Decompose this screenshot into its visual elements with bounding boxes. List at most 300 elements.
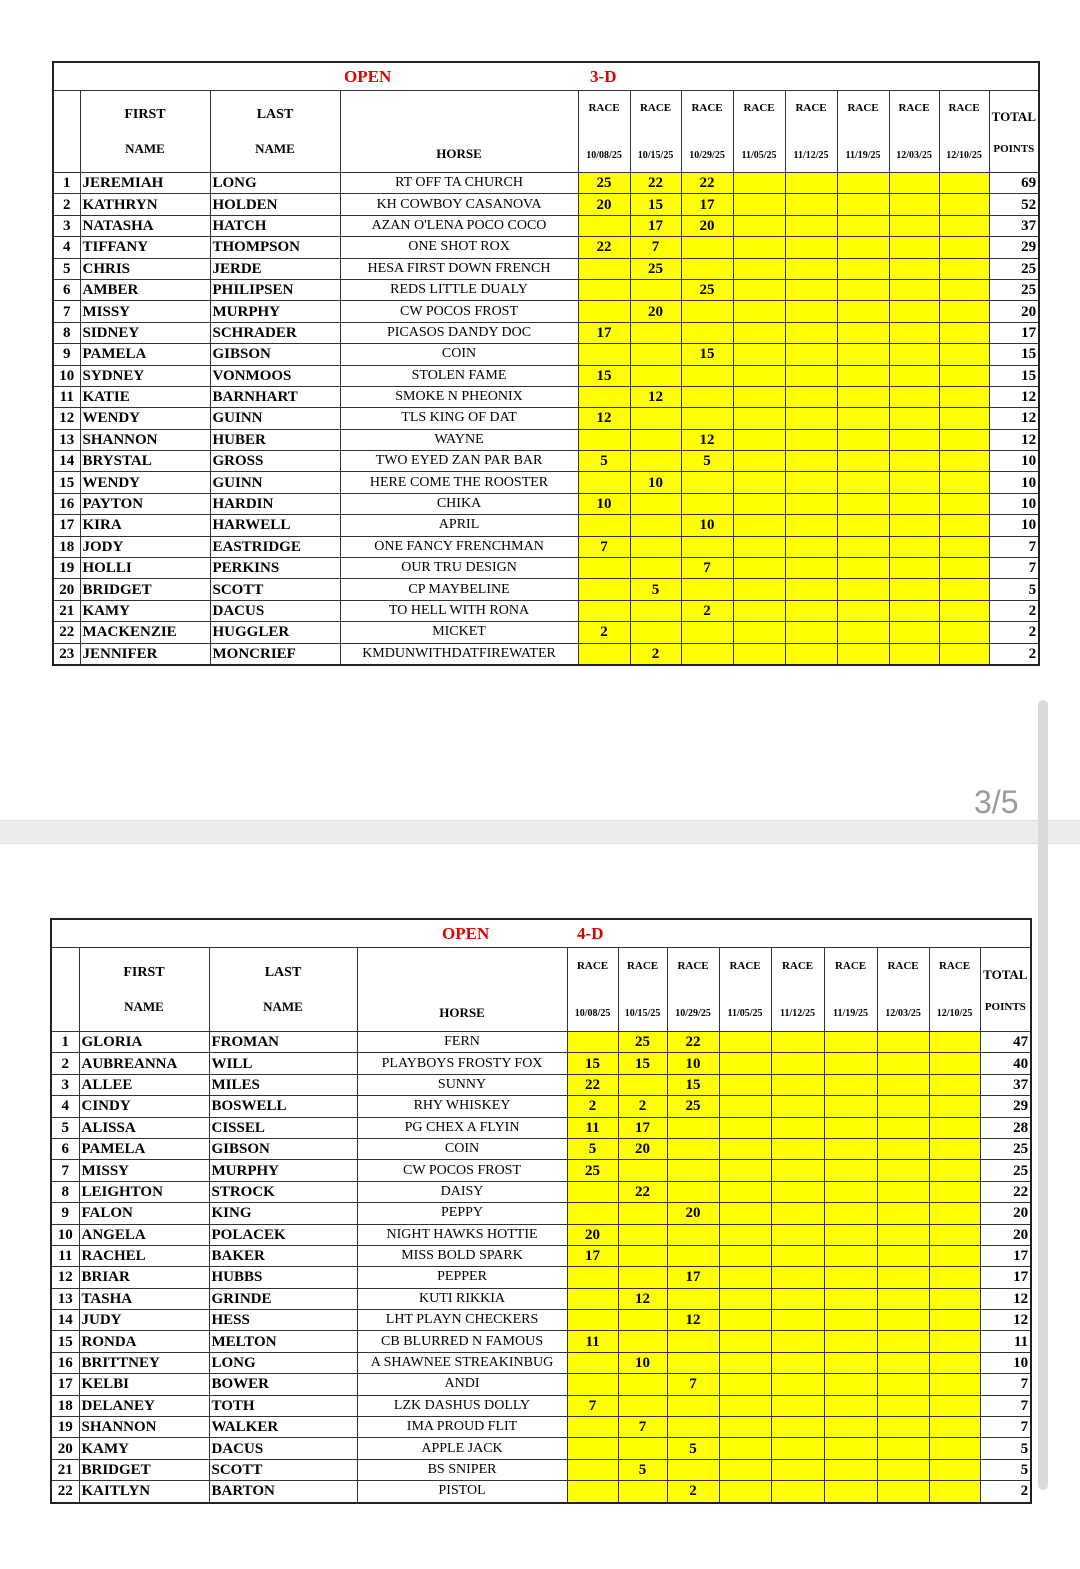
table-row (51, 1459, 1031, 1480)
total-points-cell: 17 (980, 1267, 1031, 1288)
first-name-cell: JENNIFER (80, 643, 210, 665)
race-points-cell: 7 (578, 536, 630, 557)
race-points-cell (824, 1374, 877, 1395)
rank-cell: 2 (51, 1053, 79, 1074)
race-points-cell (618, 1160, 667, 1181)
race-points-cell (939, 258, 989, 279)
race-points-cell (681, 472, 733, 493)
total-points-cell: 10 (989, 515, 1039, 536)
race-points-cell (733, 365, 785, 386)
last-name-cell: MONCRIEF (210, 643, 340, 665)
race-points-cell (771, 1288, 824, 1309)
race-points-cell (719, 1181, 771, 1202)
race-points-cell (667, 1331, 719, 1352)
race-points-cell (877, 1459, 929, 1480)
horse-cell: CB BLURRED N FAMOUS (357, 1331, 567, 1352)
race-points-cell (889, 215, 939, 236)
title-row (53, 62, 1039, 91)
last-name-cell: BOSWELL (209, 1096, 357, 1117)
horse-cell: STOLEN FAME (340, 365, 578, 386)
race-points-cell (939, 515, 989, 536)
race-points-cell (785, 472, 837, 493)
race-points-cell (939, 558, 989, 579)
race-points-cell (837, 558, 889, 579)
last-name-cell: KING (209, 1203, 357, 1224)
header-row (53, 91, 1039, 173)
race-points-cell (578, 301, 630, 322)
rank-cell: 12 (51, 1267, 79, 1288)
first-name-cell: AUBREANNA (79, 1053, 209, 1074)
standings-table-3d (52, 61, 1040, 666)
rank-cell: 19 (51, 1417, 79, 1438)
race-points-cell (618, 1481, 667, 1503)
race-points-cell (630, 515, 681, 536)
race-points-cell (837, 194, 889, 215)
total-points-cell: 2 (989, 622, 1039, 643)
table-row (51, 1267, 1031, 1288)
race-points-cell (667, 1417, 719, 1438)
last-name-cell: HOLDEN (210, 194, 340, 215)
race-points-cell (733, 258, 785, 279)
race-points-cell (719, 1074, 771, 1095)
first-name-cell: SHANNON (80, 429, 210, 450)
total-points-cell: 7 (989, 558, 1039, 579)
race-points-cell (785, 386, 837, 407)
total-points-cell: 12 (989, 429, 1039, 450)
race-points-cell (929, 1395, 980, 1416)
header-row (51, 948, 1031, 1032)
horse-cell: ANDI (357, 1374, 567, 1395)
standings-table-4d (50, 918, 1032, 1504)
standings-body (51, 1032, 1031, 1503)
race-points-cell (567, 1417, 618, 1438)
horse-cell: DAISY (357, 1181, 567, 1202)
first-name-cell: SIDNEY (80, 322, 210, 343)
race-points-cell: 15 (567, 1053, 618, 1074)
first-name-cell: PAYTON (80, 493, 210, 514)
race-points-cell (578, 515, 630, 536)
race-header: RACE 12/10/25 (929, 948, 980, 1032)
race-points-cell (785, 429, 837, 450)
horse-cell: APPLE JACK (357, 1438, 567, 1459)
first-name-cell: JUDY (79, 1310, 209, 1331)
race-points-cell (824, 1288, 877, 1309)
race-points-cell (929, 1181, 980, 1202)
first-name-cell: NATASHA (80, 215, 210, 236)
race-points-cell: 25 (578, 173, 630, 194)
race-points-cell (567, 1459, 618, 1480)
last-name-cell: DACUS (210, 600, 340, 621)
total-points-cell: 15 (989, 365, 1039, 386)
table-row (53, 622, 1039, 643)
horse-cell: A SHAWNEE STREAKINBUG (357, 1352, 567, 1373)
page-divider (0, 820, 1080, 844)
race-points-cell: 22 (567, 1074, 618, 1095)
race-points-cell (877, 1331, 929, 1352)
total-points-cell: 10 (980, 1352, 1031, 1373)
table-row (53, 344, 1039, 365)
race-points-cell (771, 1310, 824, 1331)
first-name-cell: MISSY (80, 301, 210, 322)
rank-cell: 19 (53, 558, 80, 579)
horse-cell: TO HELL WITH RONA (340, 600, 578, 621)
race-points-cell (939, 643, 989, 665)
race-points-cell (837, 322, 889, 343)
table-row (53, 451, 1039, 472)
race-points-cell (719, 1331, 771, 1352)
race-points-cell (939, 322, 989, 343)
race-points-cell (719, 1481, 771, 1503)
race-points-cell (939, 472, 989, 493)
race-points-cell (824, 1053, 877, 1074)
race-points-cell (785, 279, 837, 300)
race-points-cell (929, 1310, 980, 1331)
race-points-cell (681, 365, 733, 386)
rank-cell: 18 (53, 536, 80, 557)
last-name-cell: MURPHY (210, 301, 340, 322)
first-name-cell: HOLLI (80, 558, 210, 579)
race-points-cell (877, 1074, 929, 1095)
first-name-cell: KAITLYN (79, 1481, 209, 1503)
table-row (51, 1053, 1031, 1074)
race-points-cell: 20 (630, 301, 681, 322)
race-points-cell: 15 (578, 365, 630, 386)
rank-cell: 1 (53, 173, 80, 194)
race-points-cell (824, 1096, 877, 1117)
race-points-cell (567, 1181, 618, 1202)
horse-cell: KMDUNWITHDATFIREWATER (340, 643, 578, 665)
first-name-cell: MACKENZIE (80, 622, 210, 643)
last-name-cell: HATCH (210, 215, 340, 236)
race-points-cell (877, 1053, 929, 1074)
race-points-cell (771, 1181, 824, 1202)
race-points-cell: 7 (667, 1374, 719, 1395)
race-header: RACE 10/15/25 (618, 948, 667, 1032)
horse-cell: LHT PLAYN CHECKERS (357, 1310, 567, 1331)
race-points-cell: 5 (667, 1438, 719, 1459)
race-points-cell (771, 1331, 824, 1352)
race-points-cell (681, 408, 733, 429)
last-name-cell: MILES (209, 1074, 357, 1095)
division-title: 4-D (567, 919, 1031, 948)
rank-cell: 4 (53, 237, 80, 258)
race-points-cell (837, 258, 889, 279)
race-points-cell (785, 622, 837, 643)
first-name-cell: KATIE (80, 386, 210, 407)
race-points-cell (733, 408, 785, 429)
race-points-cell (824, 1203, 877, 1224)
race-points-cell (877, 1481, 929, 1503)
race-points-cell: 25 (618, 1032, 667, 1053)
race-points-cell (733, 322, 785, 343)
horse-cell: FERN (357, 1032, 567, 1053)
race-points-cell (618, 1203, 667, 1224)
rank-cell: 22 (53, 622, 80, 643)
rank-cell: 6 (53, 279, 80, 300)
race-points-cell (719, 1203, 771, 1224)
total-points-cell: 12 (980, 1288, 1031, 1309)
table-row (53, 279, 1039, 300)
race-points-cell (630, 622, 681, 643)
race-points-cell: 10 (618, 1352, 667, 1373)
race-points-cell (618, 1074, 667, 1095)
race-header: RACE 12/10/25 (939, 91, 989, 173)
last-name-cell: GUINN (210, 472, 340, 493)
first-name-cell: KAMY (80, 600, 210, 621)
race-points-cell: 2 (618, 1096, 667, 1117)
race-points-cell (630, 451, 681, 472)
horse-cell: PEPPER (357, 1267, 567, 1288)
race-points-cell: 17 (681, 194, 733, 215)
race-points-cell (719, 1352, 771, 1373)
table-row (53, 237, 1039, 258)
race-header: RACE 12/03/25 (877, 948, 929, 1032)
race-points-cell (618, 1245, 667, 1266)
race-points-cell (719, 1288, 771, 1309)
race-points-cell: 20 (667, 1203, 719, 1224)
table-row (51, 1245, 1031, 1266)
race-points-cell (681, 237, 733, 258)
last-name-cell: POLACEK (209, 1224, 357, 1245)
race-points-cell (733, 237, 785, 258)
race-points-cell (771, 1459, 824, 1480)
race-points-cell (837, 493, 889, 514)
race-header: RACE 11/05/25 (719, 948, 771, 1032)
race-points-cell (889, 622, 939, 643)
rank-cell: 23 (53, 643, 80, 665)
race-points-cell: 5 (630, 579, 681, 600)
first-name-cell: WENDY (80, 408, 210, 429)
rank-cell: 7 (51, 1160, 79, 1181)
horse-cell: TWO EYED ZAN PAR BAR (340, 451, 578, 472)
race-points-cell: 17 (578, 322, 630, 343)
race-points-cell (719, 1138, 771, 1159)
race-points-cell: 25 (681, 279, 733, 300)
total-points-cell: 17 (980, 1245, 1031, 1266)
race-points-cell (824, 1459, 877, 1480)
last-name-cell: MURPHY (209, 1160, 357, 1181)
race-points-cell (929, 1481, 980, 1503)
race-points-cell (929, 1074, 980, 1095)
race-points-cell (837, 344, 889, 365)
total-points-cell: 2 (980, 1481, 1031, 1503)
horse-cell: SMOKE N PHEONIX (340, 386, 578, 407)
total-points-cell: 11 (980, 1331, 1031, 1352)
last-name-cell: GUINN (210, 408, 340, 429)
horse-cell: KH COWBOY CASANOVA (340, 194, 578, 215)
last-name-cell: MELTON (209, 1331, 357, 1352)
race-points-cell (630, 279, 681, 300)
total-points-cell: 2 (989, 600, 1039, 621)
race-points-cell (785, 643, 837, 665)
race-points-cell (733, 386, 785, 407)
table-row (51, 1310, 1031, 1331)
last-name-cell: HUGGLER (210, 622, 340, 643)
total-points-cell: 5 (980, 1459, 1031, 1480)
first-name-cell: TASHA (79, 1288, 209, 1309)
last-name-cell: BOWER (209, 1374, 357, 1395)
race-points-cell (719, 1053, 771, 1074)
first-name-cell: KAMY (79, 1438, 209, 1459)
total-points-cell: 29 (980, 1096, 1031, 1117)
race-header: RACE 10/08/25 (567, 948, 618, 1032)
horse-cell: HESA FIRST DOWN FRENCH (340, 258, 578, 279)
race-points-cell (567, 1438, 618, 1459)
last-name-cell: GRINDE (209, 1288, 357, 1309)
race-points-cell (630, 558, 681, 579)
horse-cell: ONE SHOT ROX (340, 237, 578, 258)
rank-cell: 21 (53, 600, 80, 621)
race-points-cell (939, 493, 989, 514)
race-points-cell (733, 579, 785, 600)
table-row (53, 322, 1039, 343)
race-points-cell (889, 386, 939, 407)
race-points-cell (667, 1395, 719, 1416)
race-header: RACE 11/19/25 (824, 948, 877, 1032)
total-points-cell: 10 (989, 472, 1039, 493)
first-name-cell: KELBI (79, 1374, 209, 1395)
first-name-cell: TIFFANY (80, 237, 210, 258)
race-points-cell (939, 194, 989, 215)
last-name-cell: BARTON (209, 1481, 357, 1503)
race-points-cell (567, 1267, 618, 1288)
horse-cell: PG CHEX A FLYIN (357, 1117, 567, 1138)
race-points-cell (567, 1352, 618, 1373)
rank-cell: 10 (53, 365, 80, 386)
table-row (51, 1203, 1031, 1224)
race-points-cell (771, 1138, 824, 1159)
race-points-cell (877, 1395, 929, 1416)
table-row (51, 1096, 1031, 1117)
race-points-cell: 2 (667, 1481, 719, 1503)
race-points-cell (733, 472, 785, 493)
race-points-cell (667, 1288, 719, 1309)
race-points-cell (889, 237, 939, 258)
last-name-cell: WALKER (209, 1417, 357, 1438)
race-points-cell (630, 408, 681, 429)
rank-cell: 17 (53, 515, 80, 536)
race-points-cell (681, 643, 733, 665)
table-row (51, 1032, 1031, 1053)
race-points-cell (719, 1267, 771, 1288)
race-points-cell (837, 643, 889, 665)
race-points-cell: 7 (681, 558, 733, 579)
category-title: OPEN (53, 62, 578, 91)
race-points-cell: 5 (567, 1138, 618, 1159)
race-points-cell (877, 1203, 929, 1224)
race-points-cell (630, 429, 681, 450)
race-points-cell (929, 1203, 980, 1224)
race-points-cell (929, 1438, 980, 1459)
race-points-cell (889, 600, 939, 621)
race-points-cell: 25 (567, 1160, 618, 1181)
race-points-cell (824, 1032, 877, 1053)
last-name-cell: BAKER (209, 1245, 357, 1266)
last-name-cell: SCHRADER (210, 322, 340, 343)
race-points-cell (837, 600, 889, 621)
race-points-cell (929, 1032, 980, 1053)
last-name-cell: FROMAN (209, 1032, 357, 1053)
race-points-cell (837, 173, 889, 194)
race-points-cell (889, 408, 939, 429)
race-points-cell: 15 (618, 1053, 667, 1074)
rank-cell: 10 (51, 1224, 79, 1245)
horse-cell: COIN (340, 344, 578, 365)
race-points-cell (719, 1224, 771, 1245)
first-name-cell: BRYSTAL (80, 451, 210, 472)
race-points-cell (824, 1481, 877, 1503)
race-points-cell (877, 1288, 929, 1309)
total-points-cell: 12 (989, 386, 1039, 407)
horse-cell: MICKET (340, 622, 578, 643)
scrollbar[interactable] (1038, 700, 1048, 1490)
total-points-cell: 37 (989, 215, 1039, 236)
race-points-cell (567, 1203, 618, 1224)
race-points-cell: 10 (578, 493, 630, 514)
race-points-cell: 22 (681, 173, 733, 194)
race-points-cell (667, 1181, 719, 1202)
total-points-cell: 7 (980, 1374, 1031, 1395)
race-points-cell (824, 1074, 877, 1095)
race-header: RACE 11/12/25 (771, 948, 824, 1032)
race-points-cell (929, 1117, 980, 1138)
total-points-cell: 25 (989, 279, 1039, 300)
race-points-cell (824, 1331, 877, 1352)
race-points-cell: 5 (681, 451, 733, 472)
table-row (51, 1181, 1031, 1202)
race-points-cell (785, 258, 837, 279)
race-points-cell (837, 536, 889, 557)
last-name-cell: BARNHART (210, 386, 340, 407)
race-points-cell (929, 1138, 980, 1159)
race-points-cell: 17 (630, 215, 681, 236)
total-points-cell: 12 (989, 408, 1039, 429)
rank-cell: 5 (51, 1117, 79, 1138)
last-name-cell: HUBBS (209, 1267, 357, 1288)
race-points-cell (824, 1438, 877, 1459)
table-row (51, 1224, 1031, 1245)
race-points-cell (889, 579, 939, 600)
race-points-cell: 17 (618, 1117, 667, 1138)
race-points-cell: 5 (618, 1459, 667, 1480)
race-points-cell: 2 (567, 1096, 618, 1117)
race-points-cell: 11 (567, 1331, 618, 1352)
race-points-cell (929, 1459, 980, 1480)
race-points-cell (929, 1096, 980, 1117)
race-points-cell (733, 279, 785, 300)
rank-header (53, 91, 80, 173)
last-name-cell: GIBSON (209, 1138, 357, 1159)
race-points-cell (824, 1395, 877, 1416)
race-points-cell (630, 344, 681, 365)
race-points-cell (889, 558, 939, 579)
horse-cell: CP MAYBELINE (340, 579, 578, 600)
horse-header: HORSE (340, 91, 578, 173)
table-row (51, 1074, 1031, 1095)
last-name-cell: LONG (210, 173, 340, 194)
race-points-cell (889, 515, 939, 536)
race-points-cell (618, 1310, 667, 1331)
rank-cell: 21 (51, 1459, 79, 1480)
total-points-cell: 25 (980, 1138, 1031, 1159)
race-points-cell (771, 1053, 824, 1074)
race-points-cell (578, 429, 630, 450)
total-points-cell: 47 (980, 1032, 1031, 1053)
rank-cell: 16 (51, 1352, 79, 1373)
race-points-cell (667, 1138, 719, 1159)
rank-cell: 12 (53, 408, 80, 429)
race-points-cell: 15 (667, 1074, 719, 1095)
